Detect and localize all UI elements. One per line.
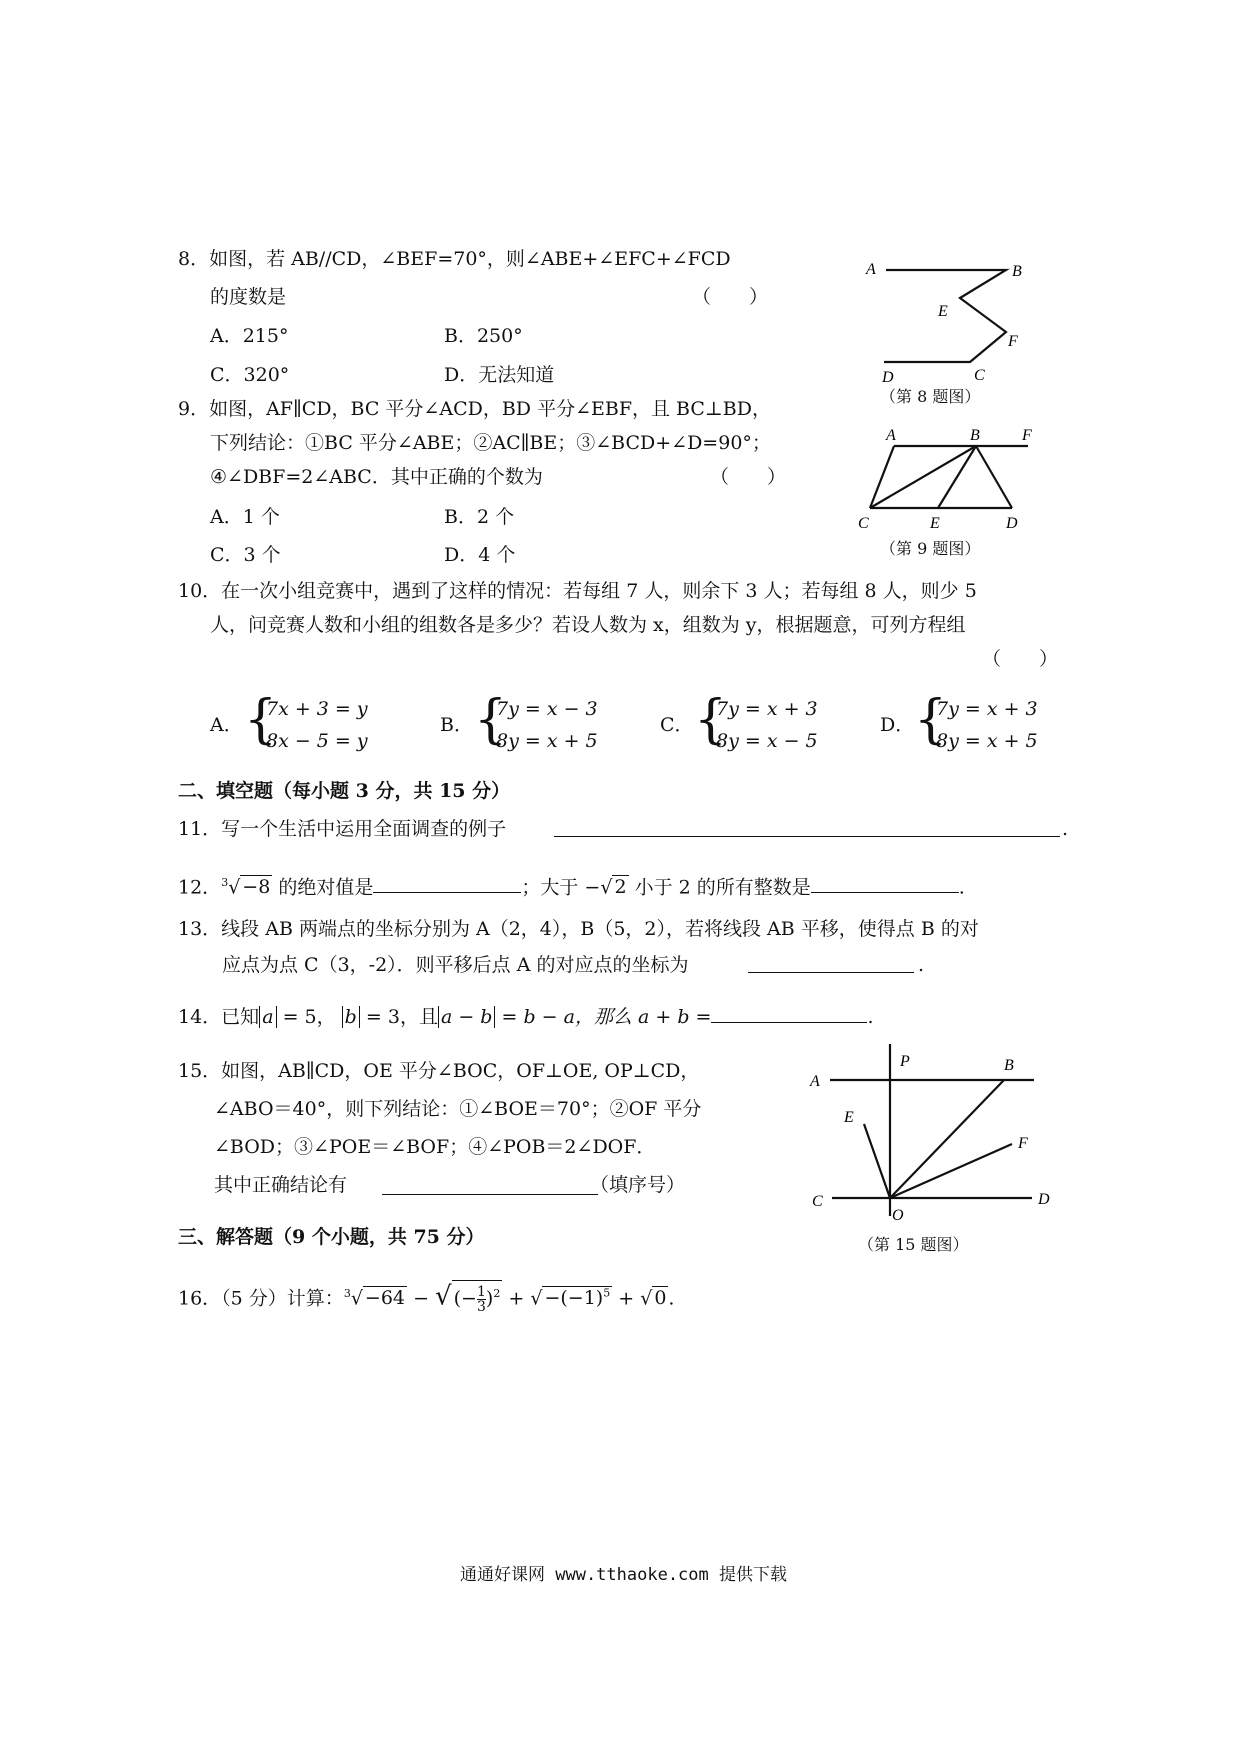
- q8-option-a: A．215°: [210, 325, 289, 347]
- q10-option-c-eq1: 7y = x + 3: [716, 698, 818, 720]
- q12-text1: 的绝对值是: [278, 876, 374, 899]
- radical-icon: √: [435, 1281, 452, 1312]
- fig15-label-d: D: [1038, 1191, 1050, 1208]
- q15-fill-note: （填序号）: [590, 1174, 686, 1196]
- q9-option-d: D．4 个: [444, 544, 516, 566]
- fig9-label-e: E: [930, 515, 940, 532]
- q16-frac-den: 3: [476, 1298, 486, 1315]
- q14-abs-ab: a − b: [438, 1006, 496, 1028]
- q16-minus: −: [413, 1287, 429, 1310]
- q8-line1: 8．如图，若 AB//CD，∠BEF=70°，则∠ABE+∠EFC+∠FCD: [178, 248, 731, 270]
- q8-option-b: B．250°: [444, 325, 523, 347]
- q14-end: .: [867, 1006, 874, 1028]
- q12-sep: ；大于 −: [521, 876, 601, 899]
- q16-plus1: +: [508, 1287, 525, 1310]
- q12-radicand: −8: [242, 876, 271, 899]
- brace-icon: {: [914, 690, 948, 750]
- q14-text1: 14．已知: [178, 1006, 260, 1028]
- q10-option-a-eq2: 8x − 5 = y: [266, 730, 368, 752]
- fig8-label-d: D: [882, 369, 894, 386]
- page-footer: 通通好课网 www.tthaoke.com 提供下载: [460, 1565, 787, 1585]
- q8-answer-paren: （ ）: [692, 286, 769, 308]
- q16-plus2: +: [618, 1287, 635, 1310]
- q10-option-b-letter: B．: [440, 714, 473, 736]
- radical-icon: √: [530, 1287, 543, 1310]
- fig15-label-a: A: [810, 1073, 820, 1090]
- q10-option-a-letter: A．: [210, 714, 243, 736]
- section-2-heading: 二、填空题（每小题 3 分，共 15 分）: [178, 780, 511, 802]
- q10-line1: 10．在一次小组竞赛中，遇到了这样的情况：若每组 7 人，则余下 3 人；若每组 8 人，则少 5: [178, 580, 977, 602]
- q9-answer-paren: （ ）: [710, 466, 787, 488]
- radical-icon: √: [350, 1287, 363, 1310]
- q8-option-d: D．无法知道: [444, 364, 555, 386]
- q11-end: .: [1062, 818, 1069, 840]
- q8-option-c: C．320°: [210, 364, 290, 386]
- q14-abs-a: a: [259, 1006, 276, 1028]
- q10-option-c-letter: C．: [660, 714, 694, 736]
- q9-line3: ④∠DBF=2∠ABC．其中正确的个数为: [210, 466, 543, 488]
- q10-line2: 人，问竞赛人数和小组的组数各是多少？若设人数为 x，组数为 y，根据题意，可列方程组: [210, 614, 966, 636]
- fig9-label-c: C: [858, 515, 869, 532]
- q10-option-d: [880, 690, 1050, 760]
- q11-answer-blank[interactable]: [554, 818, 1060, 837]
- fig9-label-a: A: [886, 427, 896, 444]
- q12: [178, 870, 965, 900]
- q9-line1: 9．如图，AF∥CD，BC 平分∠ACD，BD 平分∠EBF，且 BC⊥BD，: [178, 398, 771, 420]
- q15-line4: 其中正确结论有: [214, 1174, 348, 1196]
- fig15-label-f: F: [1018, 1135, 1028, 1152]
- q10-option-c: [660, 690, 830, 760]
- q16: [178, 1280, 674, 1314]
- q12-blank-2[interactable]: [811, 874, 959, 893]
- q12-sqrt2: 2: [614, 876, 627, 899]
- q9-line2: 下列结论：①BC 平分∠ABE；②AC∥BE；③∠BCD+∠D=90°；: [210, 432, 771, 454]
- q10-option-d-letter: D．: [880, 714, 915, 736]
- fig15-label-o: O: [892, 1207, 904, 1224]
- q16-frac-close: ): [485, 1287, 494, 1310]
- fig9-label-f: F: [1022, 427, 1032, 444]
- q10-option-a-eq1: 7x + 3 = y: [266, 698, 368, 720]
- q14-eq1: = 5，: [282, 1006, 336, 1028]
- fig15-label-c: C: [812, 1193, 823, 1210]
- q13-line2: 应点为点 C（3，-2）．则平移后点 A 的对应点的坐标为: [222, 954, 689, 976]
- q13-answer-blank[interactable]: [748, 954, 914, 973]
- q10-option-c-eq2: 8y = x − 5: [716, 730, 818, 752]
- section-3-heading: 三、解答题（9 个小题，共 75 分）: [178, 1226, 485, 1248]
- q14-eq3: = b − a，那么 a + b =: [501, 1006, 712, 1028]
- brace-icon: {: [244, 690, 278, 750]
- q15-line1: 15．如图，AB∥CD，OE 平分∠BOC，OF⊥OE, OP⊥CD，: [178, 1060, 700, 1082]
- q10-answer-paren: （ ）: [982, 648, 1059, 670]
- q16-square: 2: [493, 1287, 501, 1300]
- fig8-label-b: B: [1012, 263, 1022, 280]
- q10-option-b-eq1: 7y = x − 3: [496, 698, 598, 720]
- q12-blank-1[interactable]: [373, 874, 521, 893]
- q16-root-index: 3: [343, 1287, 351, 1300]
- q9-option-a: A．1 个: [210, 506, 280, 528]
- q16-end: .: [668, 1287, 675, 1310]
- q10-option-d-eq1: 7y = x + 3: [936, 698, 1038, 720]
- q12-end: .: [958, 876, 965, 899]
- q16-radicand1: −64: [364, 1287, 406, 1310]
- q16-frac-num: 1: [476, 1283, 486, 1300]
- q15-line2: ∠ABO＝40°，则下列结论：①∠BOE＝70°；②OF 平分: [214, 1098, 702, 1120]
- q13-end: .: [918, 954, 925, 976]
- q14-abs-b: b: [342, 1006, 360, 1028]
- q16-power5: 5: [603, 1287, 611, 1300]
- brace-icon: {: [694, 690, 728, 750]
- q8-line2: 的度数是: [210, 286, 287, 308]
- q12-text2: 小于 2 的所有整数是: [634, 876, 811, 899]
- q9-option-c: C．3 个: [210, 544, 281, 566]
- fig9-label-d: D: [1006, 515, 1018, 532]
- q16-frac-sign: (−: [453, 1287, 477, 1310]
- q16-radicand4: 0: [654, 1287, 667, 1310]
- fig15-label-e: E: [844, 1109, 854, 1126]
- fig15-label-b: B: [1004, 1057, 1014, 1074]
- q14: [178, 1004, 873, 1030]
- q16-radicand3: −(−1): [544, 1287, 604, 1310]
- q12-root-index: 3: [221, 876, 229, 889]
- fig15-caption: （第 15 题图）: [858, 1235, 969, 1254]
- q14-eq2: = 3，且: [365, 1006, 438, 1028]
- figure-9: [856, 424, 1036, 534]
- fig9-caption: （第 9 题图）: [880, 539, 981, 558]
- q10-option-b-eq2: 8y = x + 5: [496, 730, 598, 752]
- fig8-label-a: A: [866, 261, 876, 278]
- q15-answer-blank[interactable]: [382, 1176, 598, 1195]
- q10-option-d-eq2: 8y = x + 5: [936, 730, 1038, 752]
- fig9-label-b: B: [970, 427, 980, 444]
- radical-icon: √: [600, 876, 613, 899]
- radical-icon: √: [228, 876, 241, 899]
- q10-option-b: [440, 690, 610, 760]
- q10-option-a: [210, 690, 380, 760]
- fig8-label-c: C: [974, 367, 985, 384]
- fig8-label-f: F: [1008, 333, 1018, 350]
- fig8-label-e: E: [938, 303, 948, 320]
- fig8-caption: （第 8 题图）: [880, 387, 981, 406]
- brace-icon: {: [474, 690, 508, 750]
- q9-option-b: B．2 个: [444, 506, 515, 528]
- radical-icon: √: [640, 1287, 653, 1310]
- q11-text: 11．写一个生活中运用全面调查的例子: [178, 818, 507, 840]
- q14-answer-blank[interactable]: [711, 1004, 867, 1023]
- figure-8: [860, 252, 1030, 402]
- fig15-label-p: P: [900, 1053, 910, 1070]
- q16-prefix: 16．（5 分）计算：: [178, 1287, 344, 1310]
- q13-line1: 13．线段 AB 两端点的坐标分别为 A（2，4），B（5，2），若将线段 AB 平移，使得点 B 的对: [178, 918, 979, 940]
- q15-line3: ∠BOD；③∠POE＝∠BOF；④∠POB＝2∠DOF．: [214, 1136, 656, 1158]
- figure-15: [800, 1040, 1060, 1230]
- q12-num: 12．: [178, 876, 222, 899]
